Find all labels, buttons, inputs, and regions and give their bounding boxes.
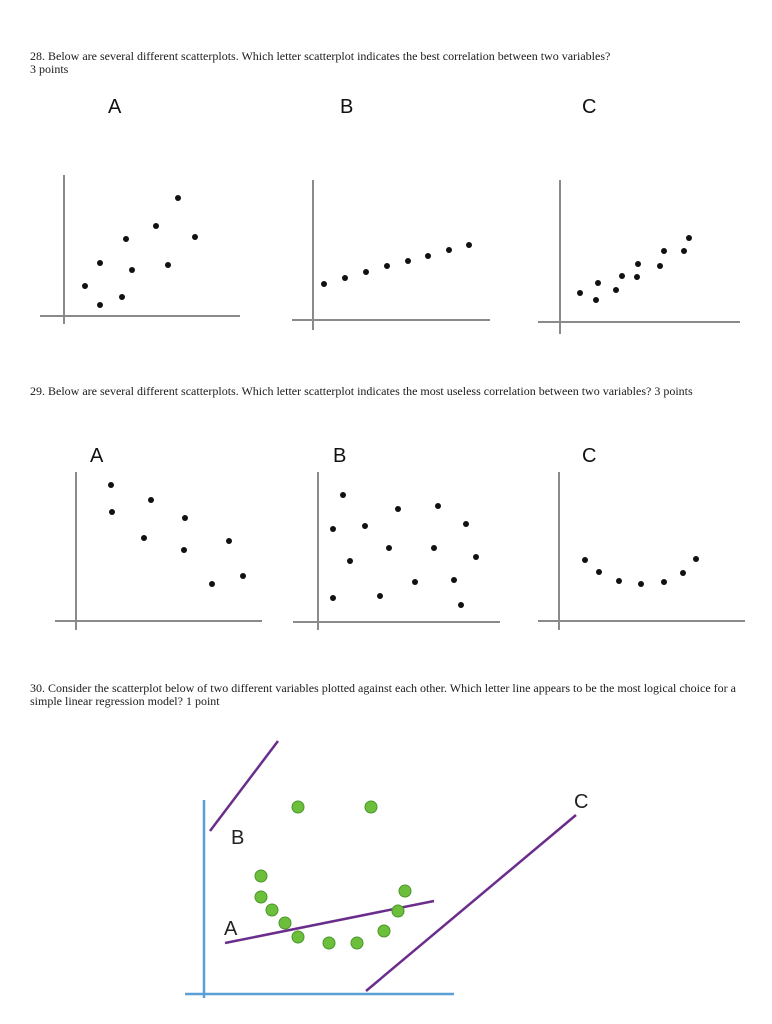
green-dot — [378, 925, 390, 937]
green-dot — [392, 905, 404, 917]
green-dot — [279, 917, 291, 929]
line-a-label: A — [224, 918, 238, 940]
green-dot — [292, 801, 304, 813]
green-dot — [351, 937, 363, 949]
q29-label-a: A — [90, 445, 104, 467]
green-dot — [255, 891, 267, 903]
green-dot — [292, 931, 304, 943]
line-b-label: B — [231, 827, 245, 849]
green-dot — [365, 801, 377, 813]
q29-label-b: B — [333, 445, 347, 467]
q29-label-c: C — [582, 445, 597, 467]
green-dot — [255, 870, 267, 882]
question-29-text: 29. Below are several different scatterplots. Which letter scatterplot indicates the most useless correlation between two variables? — [30, 384, 652, 398]
q28-label-a: A — [108, 96, 122, 118]
green-dot — [266, 904, 278, 916]
line-b — [210, 741, 278, 831]
question-29-points: 3 points — [654, 384, 693, 398]
green-dot — [323, 937, 335, 949]
question-28-points: 3 points — [30, 62, 69, 76]
question-28-text: 28. Below are several different scatterplots. Which letter scatterplot indicates the best correlation between two variables? — [30, 49, 611, 63]
q28-label-b: B — [340, 96, 354, 118]
question-30-text: 30. Consider the scatterplot below of two different variables plotted against each other. Which letter line appears to be the most logical choice for a simple linear regression model? — [30, 681, 736, 708]
line-c-label: C — [574, 791, 589, 813]
q28-label-c: C — [582, 96, 597, 118]
question-30-points: 1 point — [185, 694, 220, 708]
line-c — [366, 815, 576, 991]
green-dot — [399, 885, 411, 897]
